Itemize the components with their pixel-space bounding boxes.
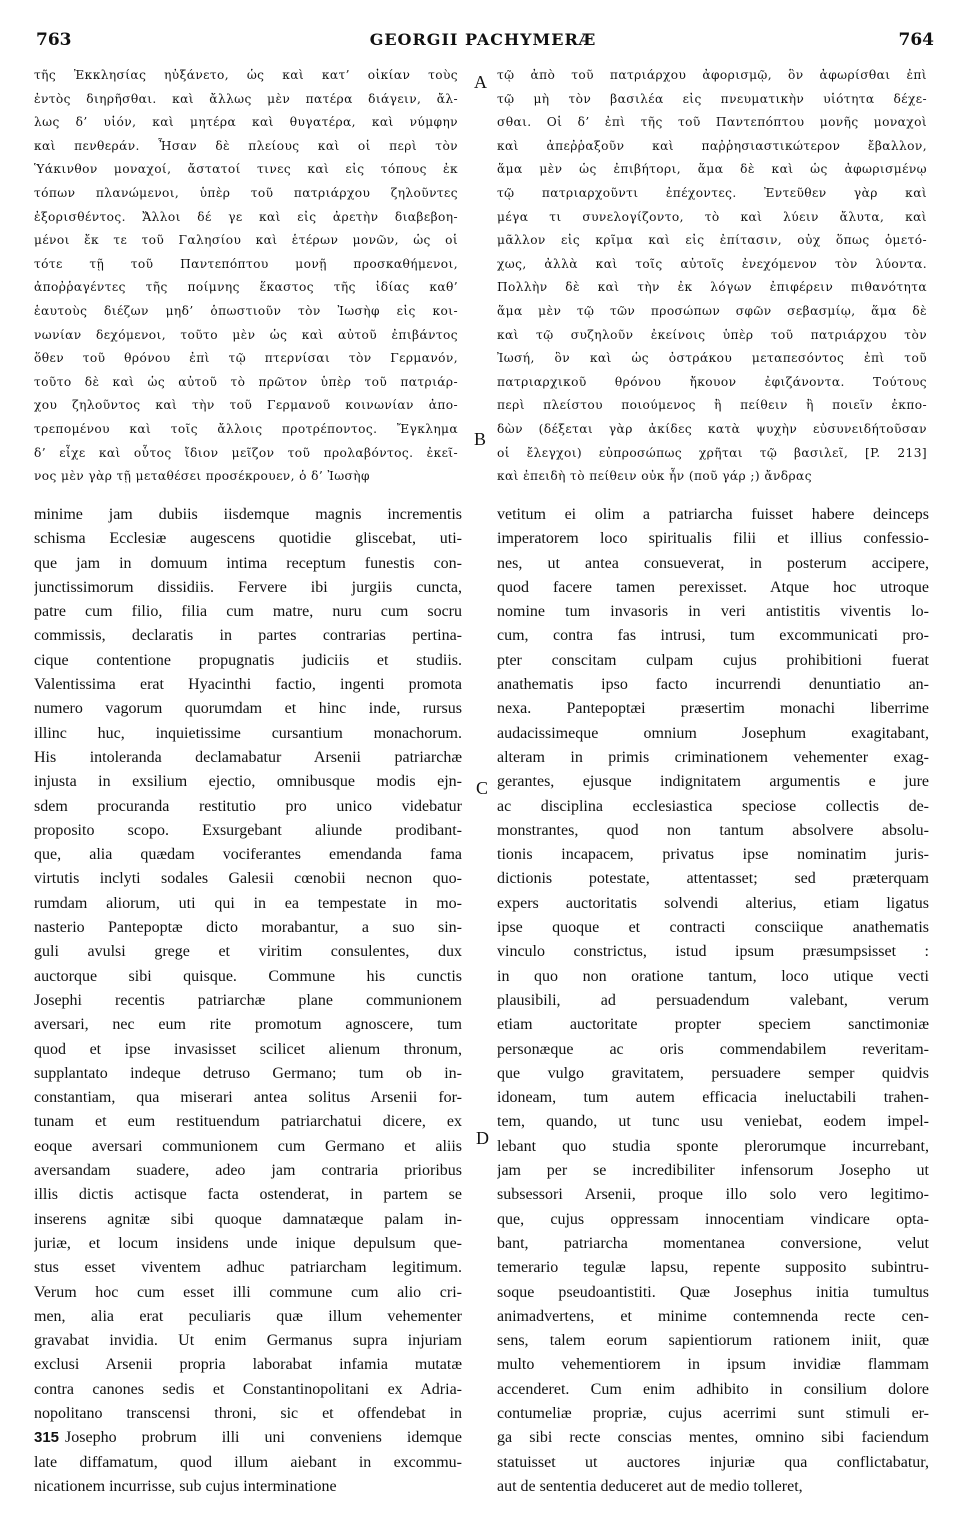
latin-right-line: accenderet. Cum enim adhibito in consilium dolore [497,1380,929,1398]
section-marker-c: C [476,778,489,798]
latin-left-line: guli avulsi grege et viritim consulentes, dux [34,943,462,961]
latin-left-line: Valentissima erat Hyacinthi factio, ingenti promota [34,676,462,694]
greek-right-line: καὶ τῷ συζηλοῦν ἐκείνοις ὑπὲρ τοῦ πατριάρχου τὸν [497,327,927,342]
latin-left-line-text: Josepho probrum illi uni conveniens idemque [65,1429,462,1447]
latin-left-line: illinc huc, inquietissime cursantium monachorum. [34,724,462,742]
latin-left-line: sdem procuranda restitutio pro unico videbatur [34,797,462,815]
greek-right-line: ἅμα μὲν τῷ τῶν προσώπων σφῶν σεβασμίῳ, ἅμα δὲ [497,303,927,318]
greek-left-line: ὅθεν τοῦ θρόνου ἐπὶ τῷ πτερνίσαι τὸν Γερμανόν, [34,351,458,366]
latin-left-line: junctissimorum dissidiis. Fervere ibi jurgiis cuncta, [34,578,462,596]
latin-right-line: que, cujus oppressam innocentiam vindicare opta- [497,1210,929,1228]
greek-text-right-column [497,64,927,489]
left-page-number: 763 [36,30,72,50]
greek-right-line: μέγα τι συνελογίζοντο, τὸ καὶ λύειν ἄλυτα, καὶ [497,209,927,224]
latin-left-line: supplantato indeque detruso Germano; tum ob in- [34,1064,462,1082]
greek-left-line: μένοι ἔκ τε τοῦ Γαλησίου καὶ ἑτέρων μονῶν, ὡς οἱ [34,233,458,248]
greek-left-line: τόπων πλανώμενοι, ὑπὲρ τοῦ πατριάρχου ζηλοῦντες [34,185,458,200]
latin-right-line: gerantes, ejusque indignitatem argumentis e jure [497,773,929,791]
greek-left-line: ἀποῤῥαγέντες τῆς ποίμνης ἕκαστος τῆς ἰδίας καθ’ [34,280,458,295]
latin-left-line: Josephi recentis patriarchæ plane communionem [34,991,462,1009]
greek-right-line: τῷ ἀπὸ τοῦ πατριάρχου ἀφορισμῷ, ὃν ἀφωρίσθαι ἐπὶ [497,68,927,82]
latin-right-line: audacissimeque omnium Josephum exagitabant, [497,724,929,742]
latin-right-line: cum, contra fas intrusi, tum excommunicati pro- [497,627,929,645]
latin-text-left-column [34,503,462,1499]
latin-right-line: pter conscitam culpam cujus prohibitioni fuerat [497,651,929,669]
greek-right-line: καὶ ἀπεῤῥαξοῦν καὶ παῤῥησιαστικώτερον ἔβαλλον, [497,138,927,153]
greek-right-line: Πολλὴν δὲ καὶ τὴν ἐκ λόγων ἐπιφέρειν πιθανότητα [497,280,927,295]
greek-right-line: καὶ ἐπειδὴ τὸ πείθειν οὐκ ἦν (ποῦ γάρ ;) ἄνδρας [497,469,812,484]
greek-right-line: σθαι. Οἱ δ’ ἐπὶ τῆς τοῦ Παντεπόπτου μονῆς μοναχοὶ [497,115,927,130]
latin-right-line: etiam auctoritate propter speciem sanctimoniæ [497,1016,929,1034]
greek-left-line: χου ζηλοῦντος καὶ τὴν τοῦ Γερμανοῦ κοινωνίαν ἀπο- [34,398,458,413]
greek-right-line: χως, ἀλλὰ καὶ τοῖς αὐτοῖς ἐνεχόμενον τὸν λύοντα. [497,256,927,271]
latin-right-line: contumeliæ propriæ, cujus acerrimi sunt stimuli er- [497,1404,929,1422]
greek-left-line: τῆς Ἐκκλησίας ηὐξάνετο, ὡς καὶ κατ’ οἰκίαν τοὺς [34,68,458,82]
latin-left-line [34,1426,462,1450]
latin-left-line: eoque aversari communionem cum Germano et aliis [34,1137,462,1155]
greek-right-line: τῷ μὴ τὸν βασιλέα εἰς πνευματικὴν υἱότητα δέχε- [497,91,927,106]
greek-left-line: τοῦτο δὲ καὶ ὡς αὐτοῦ τὸ πρῶτον ὑπὲρ τοῦ πατριάρ- [34,374,458,389]
right-page-number: 764 [898,30,934,50]
latin-right-line: vinculo constrictus, istud ipsum præsumpsisset : [497,943,929,961]
latin-right-line: aut de sententia deduceret aut de medio tolleret, [497,1477,803,1495]
latin-left-line: gravabat invidia. Ut enim Germanus supra injuriam [34,1332,462,1350]
latin-right-line: nomine tum invasoris in veri antistitis viventis lo- [497,603,929,621]
greek-right-line: ἅμα μὲν ὡς ἐπιβήτορι, ἅμα δὲ καὶ ὡς ἀφωρισμένῳ [497,162,927,177]
greek-left-line: τότε τῇ τοῦ Παντεπόπτου μονῇ προσκαθήμενοι, [34,256,458,271]
greek-left-line: ἐντὸς διηρῆσθαι. καὶ ἄλλως μὲν πατέρα διάγειν, ἄλ- [34,91,458,106]
latin-text-right-column [497,503,929,1499]
latin-left-line: aversari, nec eum rite promotum agnoscere, tum [34,1016,462,1034]
greek-right-line: μᾶλλον εἰς κρῖμα καὶ εἰς ἐπίτασιν, οὐχ ὅπως ὁμετό- [497,233,927,248]
latin-right-line: que vulgo gravitatem, persuadere semper quidvis [497,1064,929,1082]
latin-right-line: subsessori Arsenii, proque illo solo vero legitimo- [497,1186,929,1204]
latin-right-line: tionis incapacem, privatus ipse nominatim juris- [497,846,929,864]
latin-left-line: cique contentione propugnatis judiciis et studiis. [34,651,462,669]
latin-right-line: plausibili, ad persuadendum valebant, verum [497,991,929,1009]
latin-left-line: minime jam dubiis iisdemque magnis incrementis [34,506,462,523]
latin-left-line: commissis, declaratis in partes contrarias pertina- [34,627,462,645]
latin-left-line: men, alia erat peculiaris quæ illum vehementer [34,1307,462,1325]
section-marker-a: A [474,72,487,92]
latin-right-line: multo vehementiorem in ipsum invidiæ flammam [497,1356,929,1374]
page-header [30,30,936,56]
latin-left-line: quod et ipse invasisset scilicet alienum thronum, [34,1040,462,1058]
greek-right-line: οἱ ἔλεγχοι) εὐπροσώπως χρῆται τῷ βασιλεῖ, [P. 213] [497,445,927,460]
latin-left-line: nicationem incurrisse, sub cujus interminatione [34,1477,337,1495]
latin-left-line: His intoleranda declamabatur Arsenii patriarchæ [34,748,462,766]
latin-left-line: patre cum filio, filia cum matre, nuru cum socru [34,603,462,621]
latin-right-line: temerario tegulæ lapsu, repente supposito subintru- [497,1259,929,1277]
latin-right-line: sens, talem eorum sapientiorum rationem iniit, quæ [497,1332,929,1350]
latin-right-line: nes, ut antea consueverat, in posterum accipere, [497,554,929,572]
latin-left-line: nasterio Pantepoptæ dicto morabantur, a suo sin- [34,919,462,937]
latin-left-line: proposito scopo. Exsurgebant aliunde prodibant- [34,821,462,839]
latin-right-line: lebant quo studia sponte plerorumque incurrebant, [497,1137,929,1155]
latin-left-line: contra canones sedis et Constantinopolitani ex Adria- [34,1380,462,1398]
latin-left-line: exclusi Arsenii propria laborabat infamia mutatæ [34,1356,462,1374]
latin-left-line: schisma Ecclesiæ augescens quotidie gliscebat, uti- [34,530,462,548]
greek-right-line: πατριαρχικοῦ θρόνου ἤκουον ἐφιζάνοντα. Τούτους [497,374,927,389]
latin-right-line: jam per se incredibiliter infensorum Josepho ut [497,1162,929,1180]
latin-right-line: tem, quando, ut tunc usu veniebat, eodem impel- [497,1113,929,1131]
latin-left-line: aversandam suadere, adeo jam contraria prioribus [34,1162,462,1180]
margin-page-number: 315 [34,1429,60,1447]
greek-left-line: νος μὲν γὰρ τῇ μεταθέσει προσέκρουεν, ὁ δ’ Ἰωσὴφ [34,469,370,484]
latin-left-line: rumdam aliorum, uti qui in ea tempestate in mo- [34,894,462,912]
latin-left-line: stus esset viventem adhuc patriarcham legitimum. [34,1259,462,1277]
latin-right-line: vetitum ei olim a patriarcha fuisset habere deinceps [497,506,929,523]
latin-right-line: ga sibi recte conscias mentes, omnino sibi faciendum [497,1429,929,1447]
latin-left-line: injusta in exsilium ejectio, omnibusque modis ejn- [34,773,462,791]
greek-left-line: Ὑάκινθον μοναχοί, ἄστατοί τινες καὶ εἰς τόπους ἐκ [34,162,458,177]
latin-left-line: constantiam, qua miserari antea solitus Arsenii for- [34,1089,462,1107]
greek-right-line: περὶ πλείστου ποιούμενος ἢ πείθειν ἢ ποιεῖν ἐκπο- [497,398,927,413]
latin-left-line: illis dictis actisque facta ostenderat, in partem se [34,1186,462,1204]
latin-right-line: anathematis ipso facto incurrendi denuntiatio an- [497,676,929,694]
latin-left-line: numero vagorum quorumdam et hinc inde, rursus [34,700,462,718]
greek-left-line: ἑαυτοὺς διέζων μηδ’ ὁπωστιοῦν τὸν Ἰωσὴφ εἰς κοι- [34,303,458,318]
latin-left-line: nopolitano transcensi throni, sic et offendebat in [34,1404,462,1422]
latin-left-line: juriæ, et locum insidens unde inique depulsum que- [34,1234,462,1252]
latin-right-line: monstrantes, quod non tantum absolvere absolu- [497,821,929,839]
greek-left-line: τρεπομένου καὶ τοῖς ἄλλοις προτρέποντος. Ἔγκλημα [34,421,458,436]
latin-right-line: idoneam, tum autem efficacia ineluctabili trahen- [497,1089,929,1107]
latin-right-line: dictionis potestate, attentasset; sed præterquam [497,870,929,888]
running-title: GEORGII PACHYMERÆ [369,30,597,49]
greek-right-line: Ἰωσή, ὃν καὶ ὡς ὀστράκου μεταπεσόντος ἐπὶ τοῦ [497,351,927,366]
latin-right-line: ac disciplina ecclesiastica speciose collectis de- [497,797,929,815]
latin-right-line: nexa. Pantepoptæi præsertim monachi liberrime [497,700,929,718]
latin-right-line: imperatorem loco spiritualis filii et illius confessio- [497,530,929,548]
latin-right-line: personæque ac oris commendabilem reveritam- [497,1040,929,1058]
greek-left-line: λως δ’ υἱόν, καὶ μητέρα καὶ θυγατέρα, καὶ νύμφην [34,115,458,130]
greek-text-left-column [34,64,458,489]
latin-right-line: quod facere tamen perexisset. Atque hoc utroque [497,578,929,596]
latin-left-line: tunam et eum restituendum patriarchatui dicere, ex [34,1113,462,1131]
latin-left-line: que jam in domuum intima receptum funestis con- [34,554,462,572]
latin-right-line: bant, patriarcha momentanea conversione, velut [497,1234,929,1252]
greek-right-line: τῷ πατριαρχοῦντι ἐπέχοντες. Ἐντεῦθεν γὰρ καὶ [497,185,927,200]
latin-right-line: alteram in primis criminationem vehementer exag- [497,748,929,766]
latin-right-line: statuisset ut auctores injuriæ qua conflictabatur, [497,1453,929,1471]
greek-left-line: νωνίαν δεχόμενοι, τοῦτο μὲν ὡς καὶ αὐτοῦ ἐπιβάντος [34,327,458,342]
latin-right-line: expers auctoritatis solvendi alterius, etiam ligatus [497,894,929,912]
latin-left-line: virtutis inclyti sodales Galesii cœnobii necnon quo- [34,870,462,888]
latin-right-line: ipse quoque et contracti consciique anathematis [497,919,929,937]
latin-left-line: inserens agnitæ sibi quoque damnatæque palam in- [34,1210,462,1228]
greek-left-line: ἐξορισθέντος. Ἄλλοι δέ γε καὶ εἰς ἀρετὴν διαβεβοη- [34,209,458,224]
latin-right-line: animadvertens, et minime contemnenda recte cen- [497,1307,929,1325]
latin-right-line: soque pseudoantistiti. Quæ Josephus initia tumultus [497,1283,929,1301]
latin-left-line: auctorque sibi quisque. Commune his cunctis [34,967,462,985]
section-marker-d: D [476,1128,489,1148]
latin-left-line: Verum hoc cum esset illi commune cum alio cri- [34,1283,462,1301]
section-marker-b: B [474,429,487,449]
latin-left-line: late diffamatum, quod illum aiebant in excommu- [34,1453,462,1471]
greek-left-line: δ’ εἶχε καὶ οὗτος ἴδιον μεῖζον τοῦ προλαβόντος. ἐκεῖ- [34,445,458,460]
latin-left-line: que, alia quædam vociferantes emendanda fama [34,846,462,864]
greek-right-line: δὼν (δέξεται γὰρ ἀκίδες κατὰ ψυχὴν εὐσυνειδήτοῦσαν [497,421,927,436]
latin-right-line: in quo non oratione tantum, loco utique vecti [497,967,929,985]
greek-left-line: καὶ πενθεράν. Ἦσαν δὲ πλείους καὶ οἱ περὶ τὸν [34,138,458,153]
